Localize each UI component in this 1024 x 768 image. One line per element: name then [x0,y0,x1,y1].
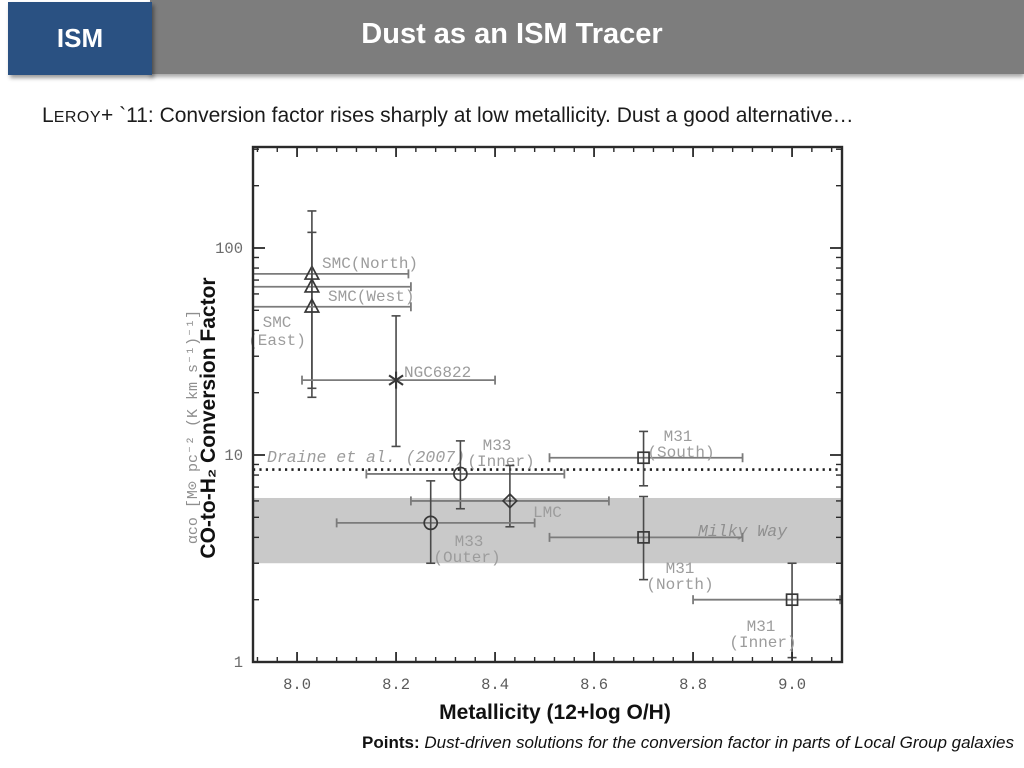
x-axis-label: Metallicity (12+log O/H) [439,701,671,724]
svg-text:8.4: 8.4 [481,676,510,694]
svg-text:M31: M31 [665,560,695,578]
svg-text:10: 10 [224,447,243,465]
point-ngc6822 [302,316,495,447]
section-tag: ISM [56,23,104,53]
plot-frame [253,147,842,662]
subtitle-author-smallcaps: EROY [53,109,102,126]
y-axis-label: CO-to-H₂ Conversion Factor [197,277,220,559]
svg-text:M31: M31 [663,428,693,446]
svg-text:(Inner): (Inner) [729,634,797,652]
svg-text:M31: M31 [746,618,776,636]
svg-text:M33: M33 [454,533,484,551]
svg-text:8.0: 8.0 [283,676,312,694]
subtitle-author-initial: L [42,104,54,127]
svg-text:100: 100 [215,240,243,258]
point-m31-inner- [693,563,840,657]
svg-text:LMC: LMC [533,504,562,522]
point-smc-east- [248,299,411,350]
svg-text:(North): (North) [646,576,714,594]
caption-label: Points: [362,733,420,752]
subtitle-text: + `11: Conversion factor rises sharply at low metallicity. Dust a good alternative… [101,104,854,127]
svg-text:M33: M33 [482,437,512,455]
svg-text:(Inner): (Inner) [467,453,535,471]
svg-text:(Outer): (Outer) [433,549,501,567]
svg-text:(South): (South) [647,444,715,462]
svg-text:SMC(West): SMC(West) [328,288,415,306]
point-m31-south- [550,428,743,486]
milky-way-label: Milky Way [698,522,788,541]
caption-text: Dust-driven solutions for the conversion factor in parts of Local Group galaxies [419,733,1014,752]
svg-text:9.0: 9.0 [778,676,807,694]
svg-text:(East): (East) [248,332,306,350]
svg-text:8.2: 8.2 [382,676,411,694]
alpha-co-axis-label: αco [M⊙ pc⁻² (K km s⁻¹)⁻¹] [185,309,202,545]
svg-text:1: 1 [233,654,243,672]
svg-text:8.8: 8.8 [679,676,708,694]
axis-ticks [215,147,842,694]
caption [362,733,1014,753]
draine-label: Draine et al. (2007) [267,448,466,467]
svg-text:NGC6822: NGC6822 [404,364,472,382]
svg-text:8.6: 8.6 [580,676,609,694]
svg-text:SMC: SMC [262,314,292,332]
svg-text:SMC(North): SMC(North) [322,255,419,273]
slide-title: Dust as an ISM Tracer [361,18,663,50]
